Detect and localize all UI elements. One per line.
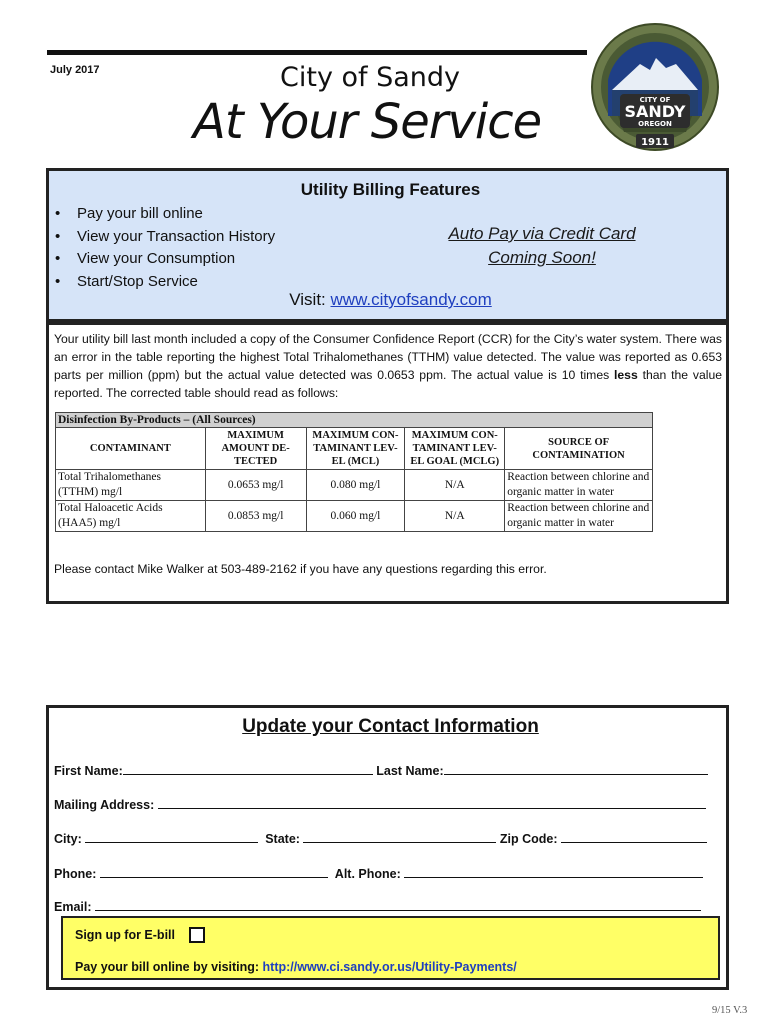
table-cell: N/A bbox=[405, 470, 505, 501]
city-state-zip-row bbox=[54, 831, 707, 846]
last-name-field[interactable] bbox=[444, 763, 708, 775]
column-header: SOURCE OF CONTAMINATION bbox=[505, 428, 653, 470]
state-label: State: bbox=[265, 832, 300, 846]
mailing-address-field[interactable] bbox=[158, 797, 706, 809]
list-item: • Pay your bill online bbox=[55, 203, 275, 226]
table-cell: Total Haloacetic Acids (HAA5) mg/l bbox=[56, 501, 206, 532]
column-header: MAXIMUM CON-TAMINANT LEV-EL (MCL) bbox=[306, 428, 405, 470]
notice-emphasis: less bbox=[614, 368, 638, 382]
table-cell: Total Trihalomethanes (TTHM) mg/l bbox=[56, 470, 206, 501]
first-name-field[interactable] bbox=[123, 763, 373, 775]
table-cell: 0.0653 mg/l bbox=[205, 470, 306, 501]
ebill-label: Sign up for E-bill bbox=[75, 928, 175, 942]
city-seal-logo bbox=[590, 20, 720, 156]
visit-label: Visit: bbox=[289, 290, 331, 309]
seal-city-name: SANDY bbox=[624, 102, 686, 121]
ebill-checkbox[interactable] bbox=[189, 927, 205, 943]
table-cell: Reaction between chlorine and organic matter in water bbox=[505, 501, 653, 532]
list-item: • View your Consumption bbox=[55, 248, 275, 271]
table-caption-row bbox=[56, 413, 653, 428]
table-cell: Reaction between chlorine and organic matter in water bbox=[505, 470, 653, 501]
visit-website-line bbox=[49, 290, 732, 310]
contact-note: Please contact Mike Walker at 503-489-2162 if you have any questions regarding this error. bbox=[54, 562, 547, 576]
phone-row bbox=[54, 866, 703, 881]
city-label: City: bbox=[54, 832, 82, 846]
pay-online-label: Pay your bill online by visiting: bbox=[75, 960, 263, 974]
form-version-code: 9/15 V.3 bbox=[712, 1005, 748, 1016]
table-header-row bbox=[56, 428, 653, 470]
form-title: Update your Contact Information bbox=[242, 716, 539, 737]
table-cell: 0.080 mg/l bbox=[306, 470, 405, 501]
phone-label: Phone: bbox=[54, 867, 97, 881]
billing-features-panel bbox=[46, 168, 729, 322]
notice-text-part: than the value reported. The corrected table should read as follows: bbox=[54, 368, 722, 400]
name-row bbox=[54, 763, 708, 778]
email-row bbox=[54, 899, 701, 914]
coming-soon-line: Coming Soon! bbox=[488, 248, 596, 267]
table-cell: N/A bbox=[405, 501, 505, 532]
contact-update-form bbox=[46, 705, 729, 990]
column-header: MAXIMUM AMOUNT DE-TECTED bbox=[205, 428, 306, 470]
mailing-address-label: Mailing Address: bbox=[54, 798, 155, 812]
correction-paragraph bbox=[54, 330, 722, 402]
state-field[interactable] bbox=[303, 831, 496, 843]
newsletter-title: At Your Service bbox=[193, 94, 542, 150]
city-field[interactable] bbox=[85, 831, 258, 843]
seal-state: OREGON bbox=[638, 120, 672, 128]
list-item: • Start/Stop Service bbox=[55, 271, 275, 294]
alt-phone-label: Alt. Phone: bbox=[334, 867, 401, 881]
first-name-label: First Name: bbox=[54, 764, 123, 778]
table-row bbox=[56, 501, 653, 532]
autopay-line: Auto Pay via Credit Card bbox=[448, 224, 636, 243]
website-link[interactable]: www.cityofsandy.com bbox=[330, 290, 492, 309]
table-cell: 0.060 mg/l bbox=[306, 501, 405, 532]
table-cell: 0.0853 mg/l bbox=[205, 501, 306, 532]
issue-date: July 2017 bbox=[50, 64, 100, 76]
correction-notice-panel bbox=[46, 322, 729, 604]
features-list bbox=[55, 203, 275, 293]
byproducts-table bbox=[55, 412, 653, 532]
pay-online-line bbox=[75, 960, 517, 974]
column-header: CONTAMINANT bbox=[56, 428, 206, 470]
features-title: Utility Billing Features bbox=[300, 180, 481, 199]
seal-year: 1911 bbox=[641, 137, 669, 148]
phone-field[interactable] bbox=[100, 866, 328, 878]
ebill-signup-panel bbox=[61, 916, 720, 980]
payment-link[interactable]: http://www.ci.sandy.or.us/Utility-Payments/ bbox=[262, 960, 517, 974]
zip-field[interactable] bbox=[561, 831, 707, 843]
last-name-label: Last Name: bbox=[376, 764, 444, 778]
notice-text-part: Your utility bill last month included a copy of the Consumer Confidence Report (CCR) for the City’s water system. There was an error in the table reporting the highest Total Trihalomethanes (TTHM) value detected. The value was reported as 0.653 parts per million (ppm) but the actual value detected was 0.0653 ppm. The actual value is 10 times bbox=[54, 332, 722, 382]
zip-label: Zip Code: bbox=[499, 832, 558, 846]
autopay-announcement bbox=[437, 222, 647, 270]
address-row bbox=[54, 797, 706, 812]
email-field[interactable] bbox=[95, 899, 701, 911]
list-item: • View your Transaction History bbox=[55, 226, 275, 249]
table-row bbox=[56, 470, 653, 501]
table-caption: Disinfection By-Products – (All Sources) bbox=[56, 413, 653, 428]
header-rule bbox=[47, 50, 587, 55]
email-label: Email: bbox=[54, 900, 92, 914]
seal-top-text: CITY OF bbox=[639, 96, 671, 104]
city-name: City of Sandy bbox=[280, 62, 461, 93]
column-header: MAXIMUM CON-TAMINANT LEV-EL GOAL (MCLG) bbox=[405, 428, 505, 470]
alt-phone-field[interactable] bbox=[404, 866, 703, 878]
